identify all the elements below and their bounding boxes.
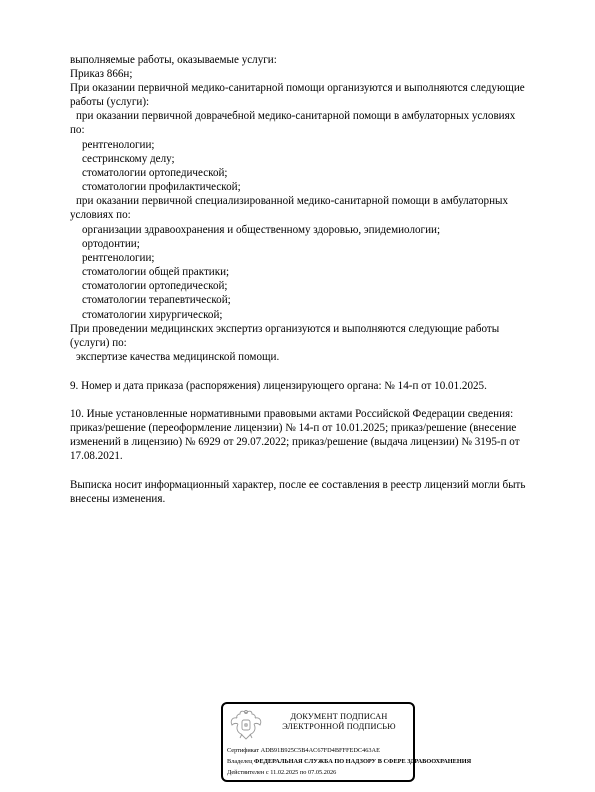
text-line: при оказании первичной специализированной медико-санитарной помощи в амбулаторных [76, 195, 509, 207]
text-line: При оказании первичной медико-санитарной помощи организуются и выполняются следующие [70, 82, 525, 94]
disclaimer: Выписка носит информационный характер, после ее составления в реестр лицензий могли быть [70, 479, 526, 491]
text-line: При проведении медицинских экспертиз организуются и выполняются следующие работы [70, 323, 500, 335]
list-item: стоматологии профилактической; [82, 181, 241, 193]
text-line: работы (услуги): [70, 96, 150, 108]
stamp-title-line: ДОКУМЕНТ ПОДПИСАН [290, 712, 388, 721]
list-item: стоматологии терапевтической; [82, 294, 231, 306]
text-line: изменений в лицензию) № 6929 от 29.07.2022; приказ/решение (выдача лицензии) № 3195-п от [70, 436, 520, 448]
list-item: стоматологии ортопедической; [82, 167, 228, 179]
section-9: 9. Номер и дата приказа (распоряжения) лицензирующего органа: № 14-п от 10.01.2025. [70, 380, 487, 392]
text-line: (услуги) по: [70, 337, 127, 349]
electronic-signature-stamp [221, 702, 472, 782]
text-line: приказ/решение (переоформление лицензии) № 14-п от 10.01.2025; приказ/решение (внесение [70, 422, 517, 434]
stamp-certificate [227, 747, 380, 755]
stamp-validity: Действителен с 11.02.2025 по 07.05.2026 [227, 769, 337, 776]
list-item: рентгенологии; [82, 252, 155, 264]
list-item: стоматологии хирургической; [82, 309, 223, 321]
section-10: 10. Иные установленные нормативными правовыми актами Российской Федерации сведения: [70, 408, 514, 420]
text-line: условиях по: [70, 209, 131, 221]
russian-coat-of-arms-icon [228, 708, 264, 742]
text-line: Приказ 866н; [70, 68, 133, 80]
list-item: организации здравоохранения и общественному здоровью, эпидемиологии; [82, 224, 441, 236]
list-item: стоматологии ортопедической; [82, 280, 228, 292]
certificate-label: Сертификат [227, 747, 260, 754]
list-item: стоматологии общей практики; [82, 266, 230, 278]
text-line: 17.08.2021. [70, 450, 123, 462]
list-item: ортодонтии; [82, 238, 140, 250]
stamp-title-line: ЭЛЕКТРОННОЙ ПОДПИСЬЮ [282, 722, 396, 731]
list-item: рентгенологии; [82, 139, 155, 151]
list-item: экспертизе качества медицинской помощи. [76, 351, 280, 363]
stamp-owner [227, 758, 471, 766]
text-line: при оказании первичной доврачебной медико-санитарной помощи в амбулаторных условиях [76, 110, 516, 122]
disclaimer: внесены изменения. [70, 493, 166, 505]
owner-value: ФЕДЕРАЛЬНАЯ СЛУЖБА ПО НАДЗОРУ В СФЕРЕ ЗДРАВООХРАНЕНИЯ [254, 758, 472, 765]
text-line: по: [70, 124, 85, 136]
owner-label: Владелец [227, 758, 253, 765]
certificate-value: ADB91B925C5B4AC67FD4BFFFEDC463AE [260, 747, 380, 754]
text-line: выполняемые работы, оказываемые услуги: [70, 54, 277, 66]
list-item: сестринскому делу; [82, 153, 175, 165]
stamp-title [269, 712, 409, 732]
